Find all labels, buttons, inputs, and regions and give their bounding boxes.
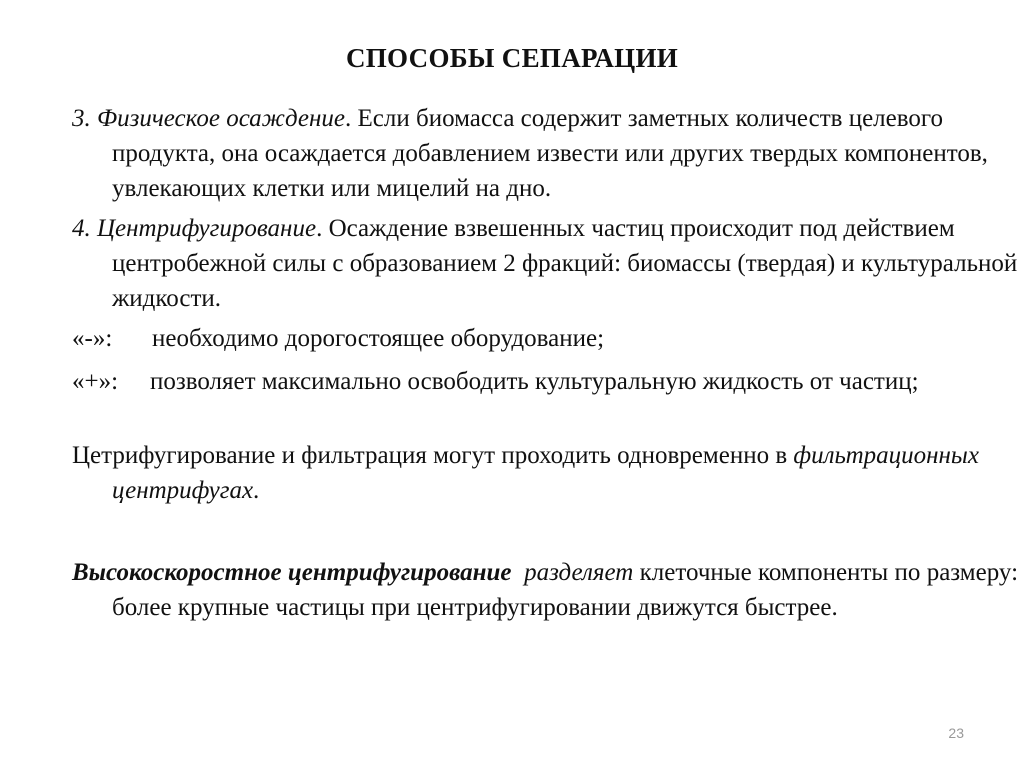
term-gap <box>511 559 524 586</box>
term-punct: . <box>345 105 352 132</box>
paragraph-text: клеточные компоненты по размеру: более крупные частицы при центрифугировании движутся быстрее. <box>112 559 1019 621</box>
term-filtration-centrifuges: фильтрационных центрифугах <box>112 442 979 504</box>
plus-text: позволяет максимально освободить культуральную жидкость от частиц; <box>150 368 919 395</box>
minus-item <box>72 321 978 356</box>
slide-title: СПОСОБЫ СЕПАРАЦИИ <box>345 43 679 73</box>
paragraph-high-speed <box>72 555 1018 625</box>
paragraph-text: Цетрифугирование и фильтрация могут проходить одновременно в <box>72 442 794 469</box>
paragraph-physical-sedimentation <box>72 101 1018 206</box>
term-punct: . <box>316 215 323 242</box>
term-high-speed-centrifugation: Высокоскоростное центрифугирование <box>72 559 512 586</box>
plus-item <box>72 364 1018 399</box>
term-separates: разделяет <box>524 559 634 586</box>
plus-marker: «+»: <box>72 368 119 395</box>
paragraph-end: . <box>253 477 260 504</box>
paragraph-filtration <box>72 438 1018 508</box>
minus-text: необходимо дорогостоящее оборудование; <box>152 325 605 352</box>
paragraph-centrifugation <box>72 211 1018 316</box>
paragraph-text: Осаждение взвешенных частиц происходит под действием центробежной силы с образованием 2 фракций: биомассы (твердая) и культуральной жидкости. <box>112 215 1018 312</box>
term-physical-sedimentation: 3. Физическое осаждение <box>72 105 345 132</box>
paragraph-text: Если биомасса содержит заметных количеств целевого продукта, она осаждается добавлением извести или других твердых компонентов, увлекающих клетки или мицелий на дно. <box>112 105 988 202</box>
minus-marker: «-»: <box>72 325 113 352</box>
page-number: 23 <box>948 725 964 741</box>
term-centrifugation: 4. Центрифугирование <box>72 215 317 242</box>
